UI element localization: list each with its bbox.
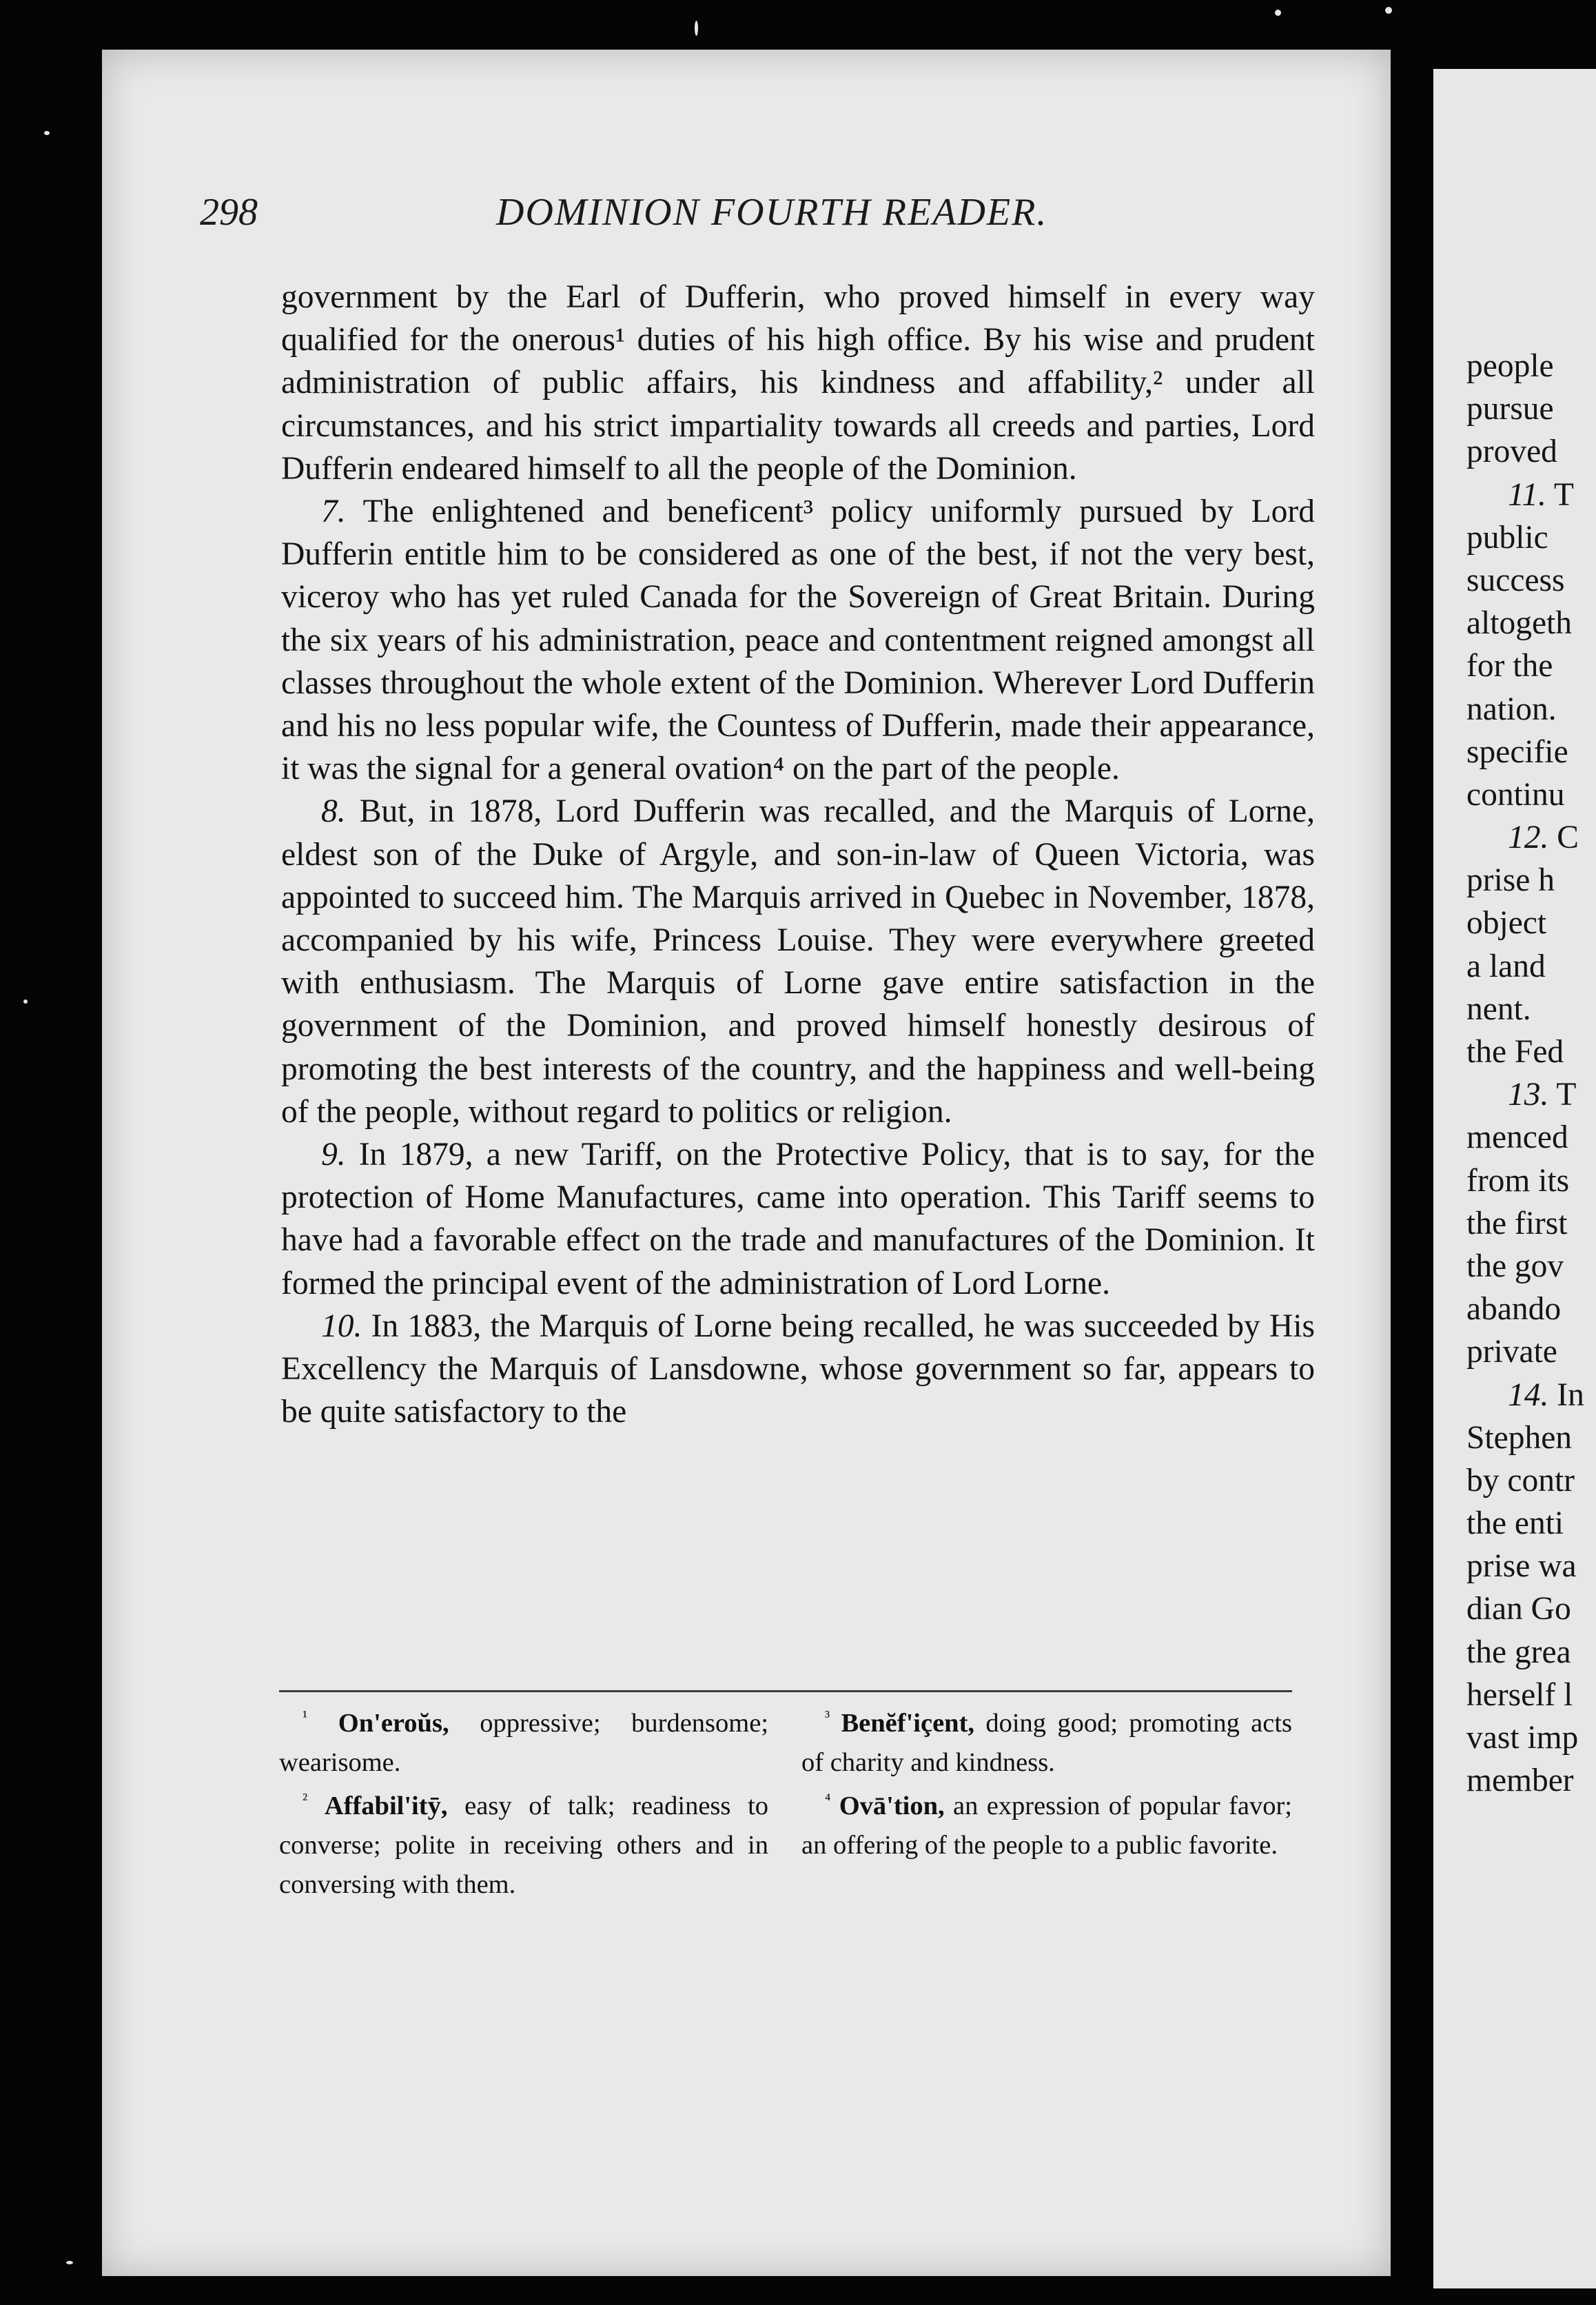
footnote-mark: ²	[303, 1791, 308, 1809]
adjacent-page-line: the gov	[1466, 1248, 1564, 1284]
adjacent-page-line: 13. T	[1508, 1077, 1577, 1113]
page-number: 298	[200, 191, 258, 234]
adjacent-page-line: the enti	[1466, 1505, 1564, 1542]
paragraph-8	[281, 790, 1315, 1133]
adjacent-page-line: prise h	[1466, 862, 1555, 899]
body-text	[281, 276, 1315, 1433]
adjacent-page-line: the Fed	[1466, 1034, 1564, 1070]
adjacent-page-line: specifie	[1466, 733, 1568, 770]
adjacent-page-line: Stephen	[1466, 1419, 1573, 1456]
adjacent-page-line: vast imp	[1466, 1720, 1579, 1756]
paragraph-10	[281, 1305, 1315, 1434]
footnote-term: On'eroŭs,	[338, 1709, 449, 1738]
adjacent-page-line: a land	[1466, 948, 1546, 984]
adjacent-page-line: menced	[1466, 1119, 1568, 1156]
adjacent-page-line: success	[1466, 562, 1565, 598]
adjacent-page-line: people	[1466, 348, 1554, 384]
scan-speck	[23, 999, 28, 1004]
footnote-term: Benĕf'içent,	[841, 1709, 975, 1738]
adjacent-page-line: altogeth	[1466, 605, 1573, 642]
paragraph-text: government by the Earl of Dufferin, who proved himself in every way qualified for the onerous¹ duties of his high office. By his wise and prudent administration of public affairs, his kindness and affability,² under all circumstances, and his strict impartiality towards all creeds and parties, Lord Dufferin endeared himself to all the people of the Dominion.	[281, 279, 1315, 487]
footnote-column-left	[279, 1704, 768, 1909]
paragraph-continuation	[281, 276, 1315, 490]
footnote-4	[801, 1787, 1292, 1865]
paragraph-text: In 1883, the Marquis of Lorne being recalled, he was succeeded by His Excellency the Marquis of Lansdowne, whose government so far, appears to be quite satisfactory to the	[281, 1308, 1315, 1430]
running-head: DOMINION FOURTH READER.	[496, 191, 1048, 234]
adjacent-page-text	[1466, 345, 1596, 1802]
footnote-mark: ³	[825, 1708, 830, 1727]
footnote-term: Affabil'itȳ,	[324, 1791, 448, 1820]
footnote-definition: an expression of popular favor; an offering of the people to a public favorite.	[801, 1791, 1293, 1860]
footnote-3	[801, 1704, 1292, 1783]
scan-speck	[695, 21, 698, 36]
adjacent-page-line: public	[1466, 519, 1548, 556]
scan-speck	[1385, 7, 1392, 14]
paragraph-7	[281, 490, 1315, 790]
paragraph-text: The enlightened and beneficent³ policy uniformly pursued by Lord Dufferin entitle him to be considered as one of the best, if not the very best, viceroy who has yet ruled Canada for the Sovereign of Great Britain. During the six years of his administration, peace and contentment reigned amongst all classes throughout the whole extent of the Dominion. Wherever Lord Dufferin and his no less popular wife, the Countess of Dufferin, made their appearance, it was the signal for a general ovation⁴ on the part of the people.	[281, 494, 1315, 787]
adjacent-page-line: 11. T	[1508, 476, 1574, 513]
footnote-2	[279, 1787, 768, 1905]
footnote-definition: doing good; promoting acts of charity and kindness.	[801, 1709, 1293, 1777]
adjacent-page-line: dian Go	[1466, 1591, 1571, 1627]
adjacent-page-line: nent.	[1466, 991, 1531, 1027]
paragraph-number: 9.	[321, 1137, 346, 1173]
footnote-definition: oppressive; burdensome; wearisome.	[279, 1709, 769, 1777]
paragraph-text: But, in 1878, Lord Dufferin was recalled, and the Marquis of Lorne, eldest son of the Duke of Argyle, and son-in-law of Queen Victoria, was appointed to succeed him. The Marquis arrived in Quebec in November, 1878, accompanied by his wife, Princess Louise. They were everywhere greeted with enthusiasm. The Marquis of Lorne gave entire satisfaction in the government of the Dominion, and proved himself honestly desirous of promoting the best interests of the country, and the happiness and well-being of the people, without regard to politics or religion.	[281, 793, 1316, 1130]
footnote-divider	[279, 1690, 1292, 1692]
paragraph-number: 7.	[321, 494, 346, 530]
footnote-mark: ¹	[303, 1708, 308, 1727]
scan-speck	[66, 2261, 73, 2264]
adjacent-page-line: 14. In	[1508, 1377, 1584, 1413]
adjacent-page-line: the grea	[1466, 1634, 1571, 1670]
adjacent-page-line: herself l	[1466, 1676, 1573, 1713]
scan-speck	[1275, 10, 1281, 16]
adjacent-page-line: prise wa	[1466, 1548, 1577, 1585]
adjacent-page-line: proved	[1466, 434, 1557, 470]
adjacent-page-line: pursue	[1466, 391, 1554, 427]
footnote-1	[279, 1704, 768, 1783]
adjacent-page-line: object	[1466, 905, 1547, 942]
footnote-column-right	[801, 1704, 1292, 1869]
paragraph-number: 8.	[321, 793, 346, 830]
footnote-term: Ovā'tion,	[839, 1791, 945, 1820]
adjacent-page-line: from its	[1466, 1162, 1570, 1199]
adjacent-page-line: continu	[1466, 776, 1565, 813]
paragraph-9	[281, 1133, 1315, 1305]
paragraph-text: In 1879, a new Tariff, on the Protective Policy, that is to say, for the protection of Home Manufactures, came into operation. This Tariff seems to have had a favorable effect on the trade and manufactures of the Dominion. It formed the principal event of the administration of Lord Lorne.	[281, 1137, 1316, 1301]
adjacent-page-line: nation.	[1466, 691, 1557, 727]
page-header	[200, 190, 1275, 245]
adjacent-page-line: the first	[1466, 1205, 1568, 1241]
adjacent-page-line: member	[1466, 1763, 1574, 1799]
footnote-definition: easy of talk; readiness to converse; polite in receiving others and in conversing with them.	[279, 1791, 769, 1899]
adjacent-page-line: by contr	[1466, 1462, 1575, 1499]
scan-speck	[44, 131, 50, 135]
adjacent-page-line: abando	[1466, 1291, 1562, 1328]
footnote-mark: ⁴	[825, 1791, 831, 1809]
adjacent-page	[1433, 69, 1596, 2288]
adjacent-page-line: private	[1466, 1334, 1557, 1370]
adjacent-page-line: 12. C	[1508, 820, 1579, 856]
adjacent-page-line: for the	[1466, 648, 1553, 684]
paragraph-number: 10.	[321, 1308, 362, 1344]
